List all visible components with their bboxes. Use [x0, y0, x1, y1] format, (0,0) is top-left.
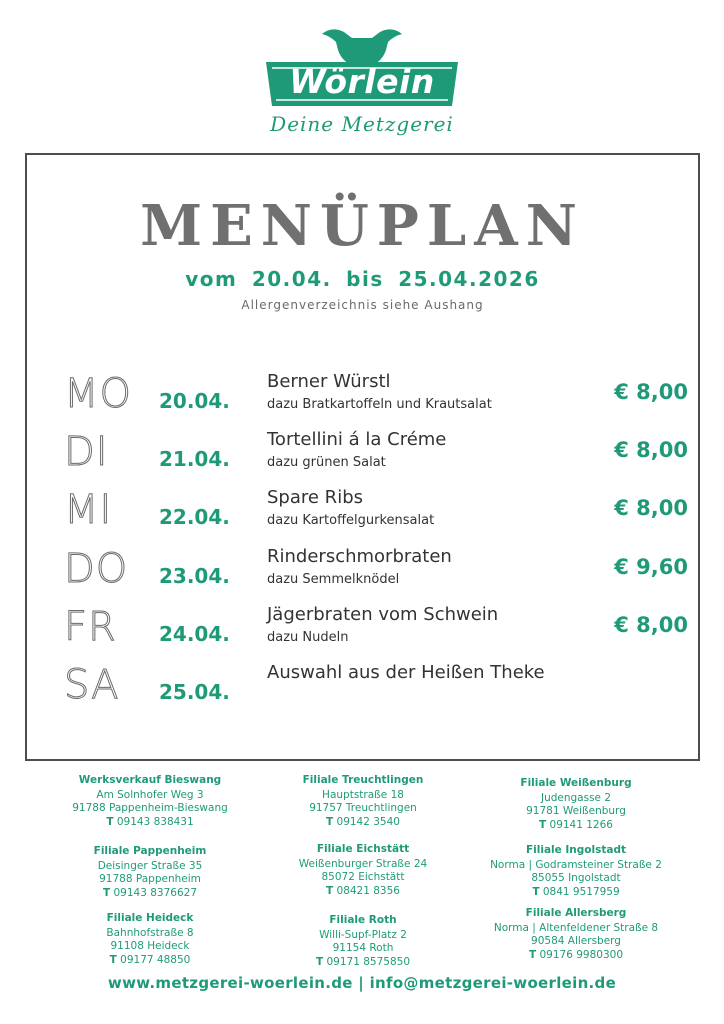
branch-city: 90584 Allersberg: [531, 935, 621, 947]
branch-street: Norma | Altenfeldener Straße 8: [493, 921, 659, 934]
branch-city: 91788 Pappenheim-Bieswang: [72, 802, 228, 814]
branch-city: 91781 Weißenburg: [526, 805, 626, 817]
branch-phone: 09177 48850: [120, 953, 191, 966]
branch-street: Deisinger Straße 35: [97, 859, 203, 872]
branch-heideck: [55, 912, 245, 967]
menu-row-thursday: [27, 546, 698, 608]
branch-allersberg: [481, 907, 671, 962]
branch-street: Am Solnhofer Weg 3: [96, 788, 204, 801]
branch-city: 85055 Ingolstadt: [531, 872, 621, 884]
phone-label: T: [106, 815, 114, 828]
menu-row-saturday: [27, 662, 698, 724]
menu-row-tuesday: [27, 429, 698, 491]
dish-side: dazu Semmelknödel: [267, 572, 400, 587]
branch-pappenheim: [55, 845, 245, 900]
dish-name: Auswahl aus der Heißen Theke: [267, 662, 545, 683]
branch-street: Hauptstraße 18: [322, 788, 404, 801]
branch-street: Bahnhofstraße 8: [106, 926, 194, 939]
dish-name: Rinderschmorbraten: [267, 546, 452, 567]
weekday-label: MI: [64, 487, 113, 533]
weekday-label: FR: [64, 604, 117, 650]
branch-street: Norma | Godramsteiner Straße 2: [490, 858, 662, 871]
branch-phone: 09143 838431: [116, 815, 194, 828]
dish-side: dazu Kartoffelgurkensalat: [267, 513, 435, 528]
dish-name: Berner Würstl: [267, 371, 391, 392]
branch-city: 85072 Eichstätt: [321, 871, 405, 883]
branch-phone: 08421 8356: [336, 884, 400, 897]
weekday-label: SA: [64, 662, 120, 708]
branch-roth: [268, 914, 458, 969]
branch-name: Filiale Treuchtlingen: [302, 774, 424, 786]
phone-label: T: [326, 884, 334, 897]
dish-side: dazu grünen Salat: [267, 455, 386, 470]
branch-ingolstadt: [481, 844, 671, 899]
branch-city: 91757 Treuchtlingen: [309, 802, 417, 814]
dish-price: € 8,00: [614, 438, 688, 462]
footer-contact[interactable]: www.metzgerei-woerlein.de | info@metzgerei-woerlein.de: [107, 974, 617, 992]
branch-street: Judengasse 2: [540, 791, 612, 804]
dish-price: € 8,00: [614, 380, 688, 404]
branch-treuchtlingen: [268, 774, 458, 829]
branch-name: Filiale Pappenheim: [93, 845, 207, 857]
phone-label: T: [532, 885, 540, 898]
branch-name: Filiale Heideck: [106, 912, 194, 924]
branch-eichstaett: [268, 843, 458, 898]
branch-weissenburg: [481, 777, 671, 832]
phone-label: T: [102, 886, 111, 899]
weekday-label: DO: [64, 546, 129, 592]
menu-title: MENÜPLAN: [140, 193, 585, 259]
branch-phone: 09142 3540: [336, 815, 400, 828]
branch-city: 91788 Pappenheim: [99, 873, 201, 885]
menu-date: 24.04.: [159, 622, 230, 646]
menu-date: 20.04.: [159, 389, 230, 413]
dish-price: € 8,00: [614, 496, 688, 520]
branch-street: Willi-Supf-Platz 2: [319, 928, 407, 941]
dish-price: € 9,60: [614, 555, 688, 579]
phone-label: T: [539, 818, 547, 831]
branch-street: Weißenburger Straße 24: [298, 857, 428, 870]
menu-row-friday: [27, 604, 698, 666]
branch-name: Werksverkauf Bieswang: [78, 774, 222, 786]
date-range: vom 20.04. bis 25.04.2026: [185, 267, 540, 291]
menu-row-wednesday: [27, 487, 698, 549]
weekday-label: DI: [64, 429, 109, 475]
phone-label: T: [109, 953, 117, 966]
menu-date: 22.04.: [159, 505, 230, 529]
menu-date: 21.04.: [159, 447, 230, 471]
branch-phone: 09171 8575850: [326, 955, 411, 968]
logo-tagline: Deine Metzgerei: [270, 112, 454, 136]
brand-logo: [262, 22, 462, 144]
branch-phone: 09143 8376627: [113, 886, 198, 899]
branch-name: Filiale Allersberg: [525, 907, 627, 919]
branch-phone: 09176 9980300: [539, 948, 624, 961]
menu-row-monday: [27, 371, 698, 433]
logo-brand-text: Wörlein: [289, 62, 435, 101]
dish-name: Spare Ribs: [267, 487, 363, 508]
menu-frame: [25, 153, 700, 761]
dish-side: dazu Nudeln: [267, 630, 349, 645]
weekday-label: MO: [64, 371, 132, 417]
branch-name: Filiale Ingolstadt: [525, 844, 627, 856]
branch-name: Filiale Eichstätt: [316, 843, 410, 855]
branch-city: 91154 Roth: [332, 942, 394, 954]
branch-phone: 09141 1266: [549, 818, 613, 831]
phone-label: T: [528, 948, 537, 961]
branch-bieswang: [55, 774, 245, 829]
allergen-note: Allergenverzeichnis siehe Aushang: [241, 298, 484, 312]
dish-name: Tortellini á la Créme: [267, 429, 447, 450]
branch-name: Filiale Roth: [329, 914, 397, 926]
dish-side: dazu Bratkartoffeln und Krautsalat: [267, 397, 492, 412]
phone-label: T: [326, 815, 334, 828]
dish-name: Jägerbraten vom Schwein: [267, 604, 499, 625]
phone-label: T: [315, 955, 324, 968]
branch-phone: 0841 9517959: [542, 885, 620, 898]
branch-city: 91108 Heideck: [110, 940, 190, 952]
menu-date: 23.04.: [159, 564, 230, 588]
dish-price: € 8,00: [614, 613, 688, 637]
menu-date: 25.04.: [159, 680, 230, 704]
branch-name: Filiale Weißenburg: [520, 777, 632, 789]
